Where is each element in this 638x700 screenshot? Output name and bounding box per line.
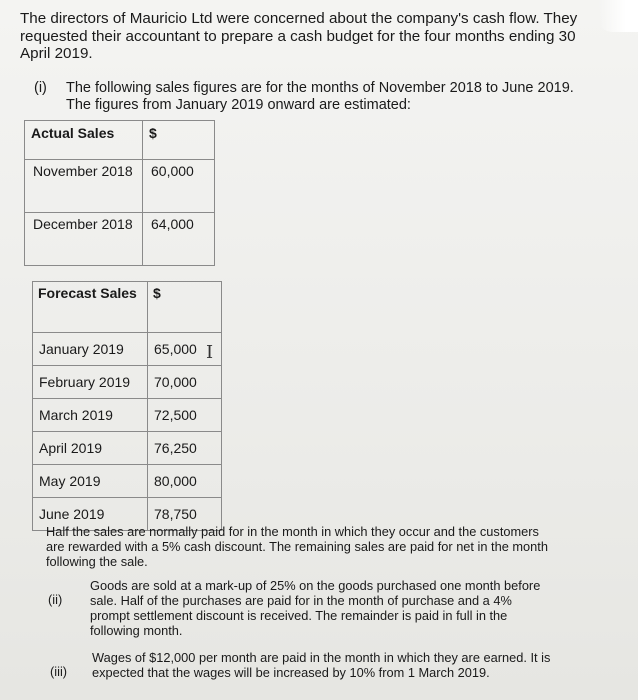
table-header-row	[33, 282, 222, 333]
forecast-sales-month: May 2019	[33, 465, 148, 498]
actual-sales-header-unit: $	[143, 121, 215, 160]
forecast-sales-table	[32, 281, 222, 531]
text-cursor-icon: I	[206, 342, 214, 363]
actual-sales-value: 60,000	[143, 160, 215, 213]
part-ii-number: (ii)	[48, 592, 63, 607]
table-row	[33, 432, 222, 465]
table-row	[25, 160, 215, 213]
part-iii-number: (iii)	[50, 664, 68, 679]
actual-sales-month: November 2018	[25, 160, 143, 213]
forecast-sales-value: 70,000	[148, 366, 222, 399]
intro-paragraph: The directors of Mauricio Ltd were concerned about the company's cash flow. They requested their accountant to prepare a cash budget for the four months ending 30 April 2019.	[20, 10, 578, 62]
table-row	[25, 213, 215, 266]
table-row	[33, 465, 222, 498]
forecast-sales-header-unit: $	[148, 282, 222, 333]
forecast-sales-value: 76,250	[148, 432, 222, 465]
forecast-sales-value: 80,000	[148, 465, 222, 498]
page-edge-highlight	[598, 0, 638, 32]
actual-sales-value: 64,000	[143, 213, 215, 266]
forecast-sales-month: March 2019	[33, 399, 148, 432]
actual-sales-month: December 2018	[25, 213, 143, 266]
actual-sales-header-label: Actual Sales	[25, 121, 143, 160]
table-header-row	[25, 121, 215, 160]
forecast-sales-month: June 2019	[33, 498, 148, 531]
actual-sales-table	[24, 120, 215, 266]
part-iii-text: Wages of $12,000 per month are paid in the month in which they are earned. It is expected that the wages will be increased by 10% from 1 March 2019.	[92, 650, 551, 680]
forecast-sales-header-label: Forecast Sales	[33, 282, 148, 333]
forecast-sales-month: April 2019	[33, 432, 148, 465]
table-row	[33, 366, 222, 399]
sales-note-paragraph: Half the sales are normally paid for in the month in which they occur and the customers are rewarded with a 5% cash discount. The remaining sales are paid for net in the month following the sale.	[46, 524, 548, 569]
forecast-sales-value: 78,750	[148, 498, 222, 531]
table-row	[33, 399, 222, 432]
part-i-number: (i)	[34, 80, 47, 96]
forecast-sales-month: February 2019	[33, 366, 148, 399]
forecast-sales-value: 65,000	[148, 333, 222, 366]
forecast-sales-month: January 2019	[33, 333, 148, 366]
table-row	[33, 333, 222, 366]
part-ii-text: Goods are sold at a mark-up of 25% on the goods purchased one month before sale. Half of the purchases are paid for in the month of purchase and a 4% prompt settlement discount is received. The remainder is paid in full in the following month.	[90, 578, 541, 638]
part-i-text: The following sales figures are for the months of November 2018 to June 2019. The figures from January 2019 onward are estimated:	[66, 80, 574, 113]
forecast-sales-value: 72,500	[148, 399, 222, 432]
